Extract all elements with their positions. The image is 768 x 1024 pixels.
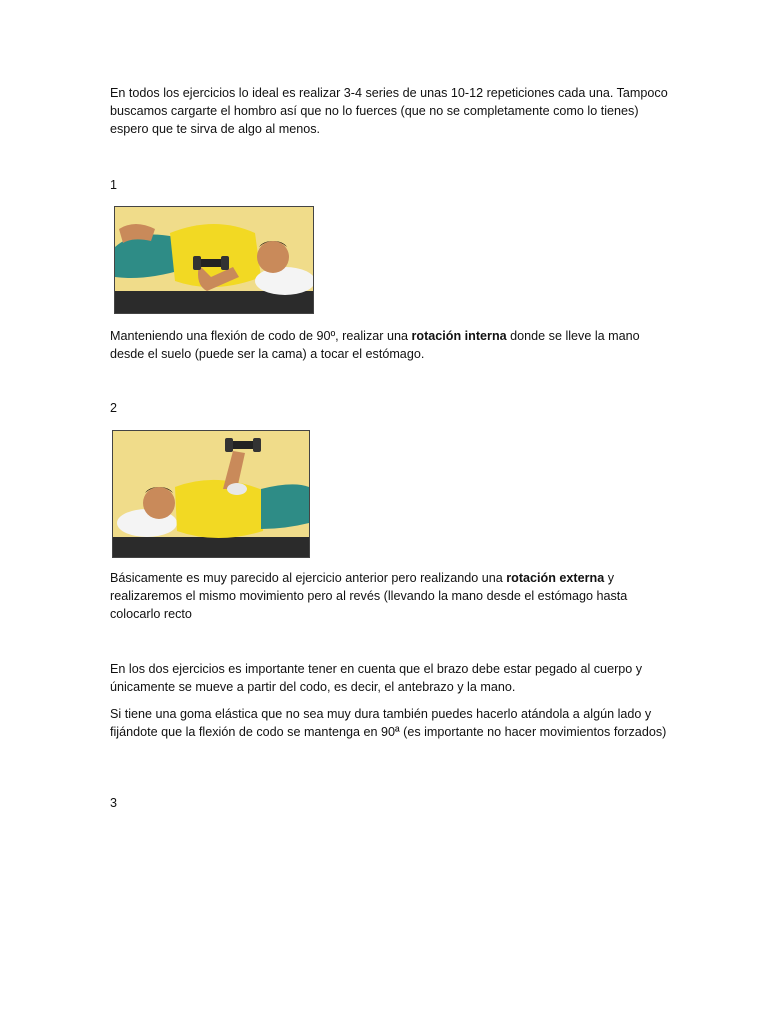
note-arm-position: En los dos ejercicios es importante tener en cuenta que el brazo debe estar pegado al cuerpo y únicamente se mueve a partir del codo, es decir, el antebrazo y la mano. <box>110 662 643 694</box>
exercise-1-desc-text-end: donde se lleve la mano desde el suelo (puede ser la cama) a tocar el estómago. <box>110 329 640 361</box>
note-elastic-band: Si tiene una goma elástica que no sea muy dura también puedes hacerlo atándola a algún lado y fijándote que la flexión de codo se mantenga en 90ª (es importante no hacer movimientos forzados) <box>110 707 667 739</box>
exercise-3-number: 3 <box>110 796 118 810</box>
exercise-2-number: 2 <box>110 401 118 415</box>
exercise-2-desc-text-end: y realizaremos el mismo movimiento pero al revés (llevando la mano desde el estómago hasta colocarlo recto <box>110 571 628 621</box>
exercise-1-desc-text: Manteniendo una flexión de codo de 90º, realizar una <box>110 329 412 343</box>
exercise-1-number: 1 <box>110 178 118 192</box>
side-lying-external-rotation-illustration <box>112 430 310 558</box>
exercise-1-bold-term: rotación interna <box>411 329 507 343</box>
exercise-2-description <box>110 569 670 623</box>
exercise-2-bold-term: rotación externa <box>506 571 605 585</box>
side-lying-internal-rotation-illustration <box>114 206 314 314</box>
intro-paragraph: En todos los ejercicios lo ideal es realizar 3-4 series de unas 10-12 repeticiones cada una. Tampoco buscamos cargarte el hombro así que no lo fuerces (que no se completamente como lo tienes) espero que te sirva de algo al menos. <box>110 86 668 136</box>
exercise-2-desc-text: Básicamente es muy parecido al ejercicio anterior pero realizando una <box>110 571 507 585</box>
exercise-1-description <box>110 327 670 363</box>
